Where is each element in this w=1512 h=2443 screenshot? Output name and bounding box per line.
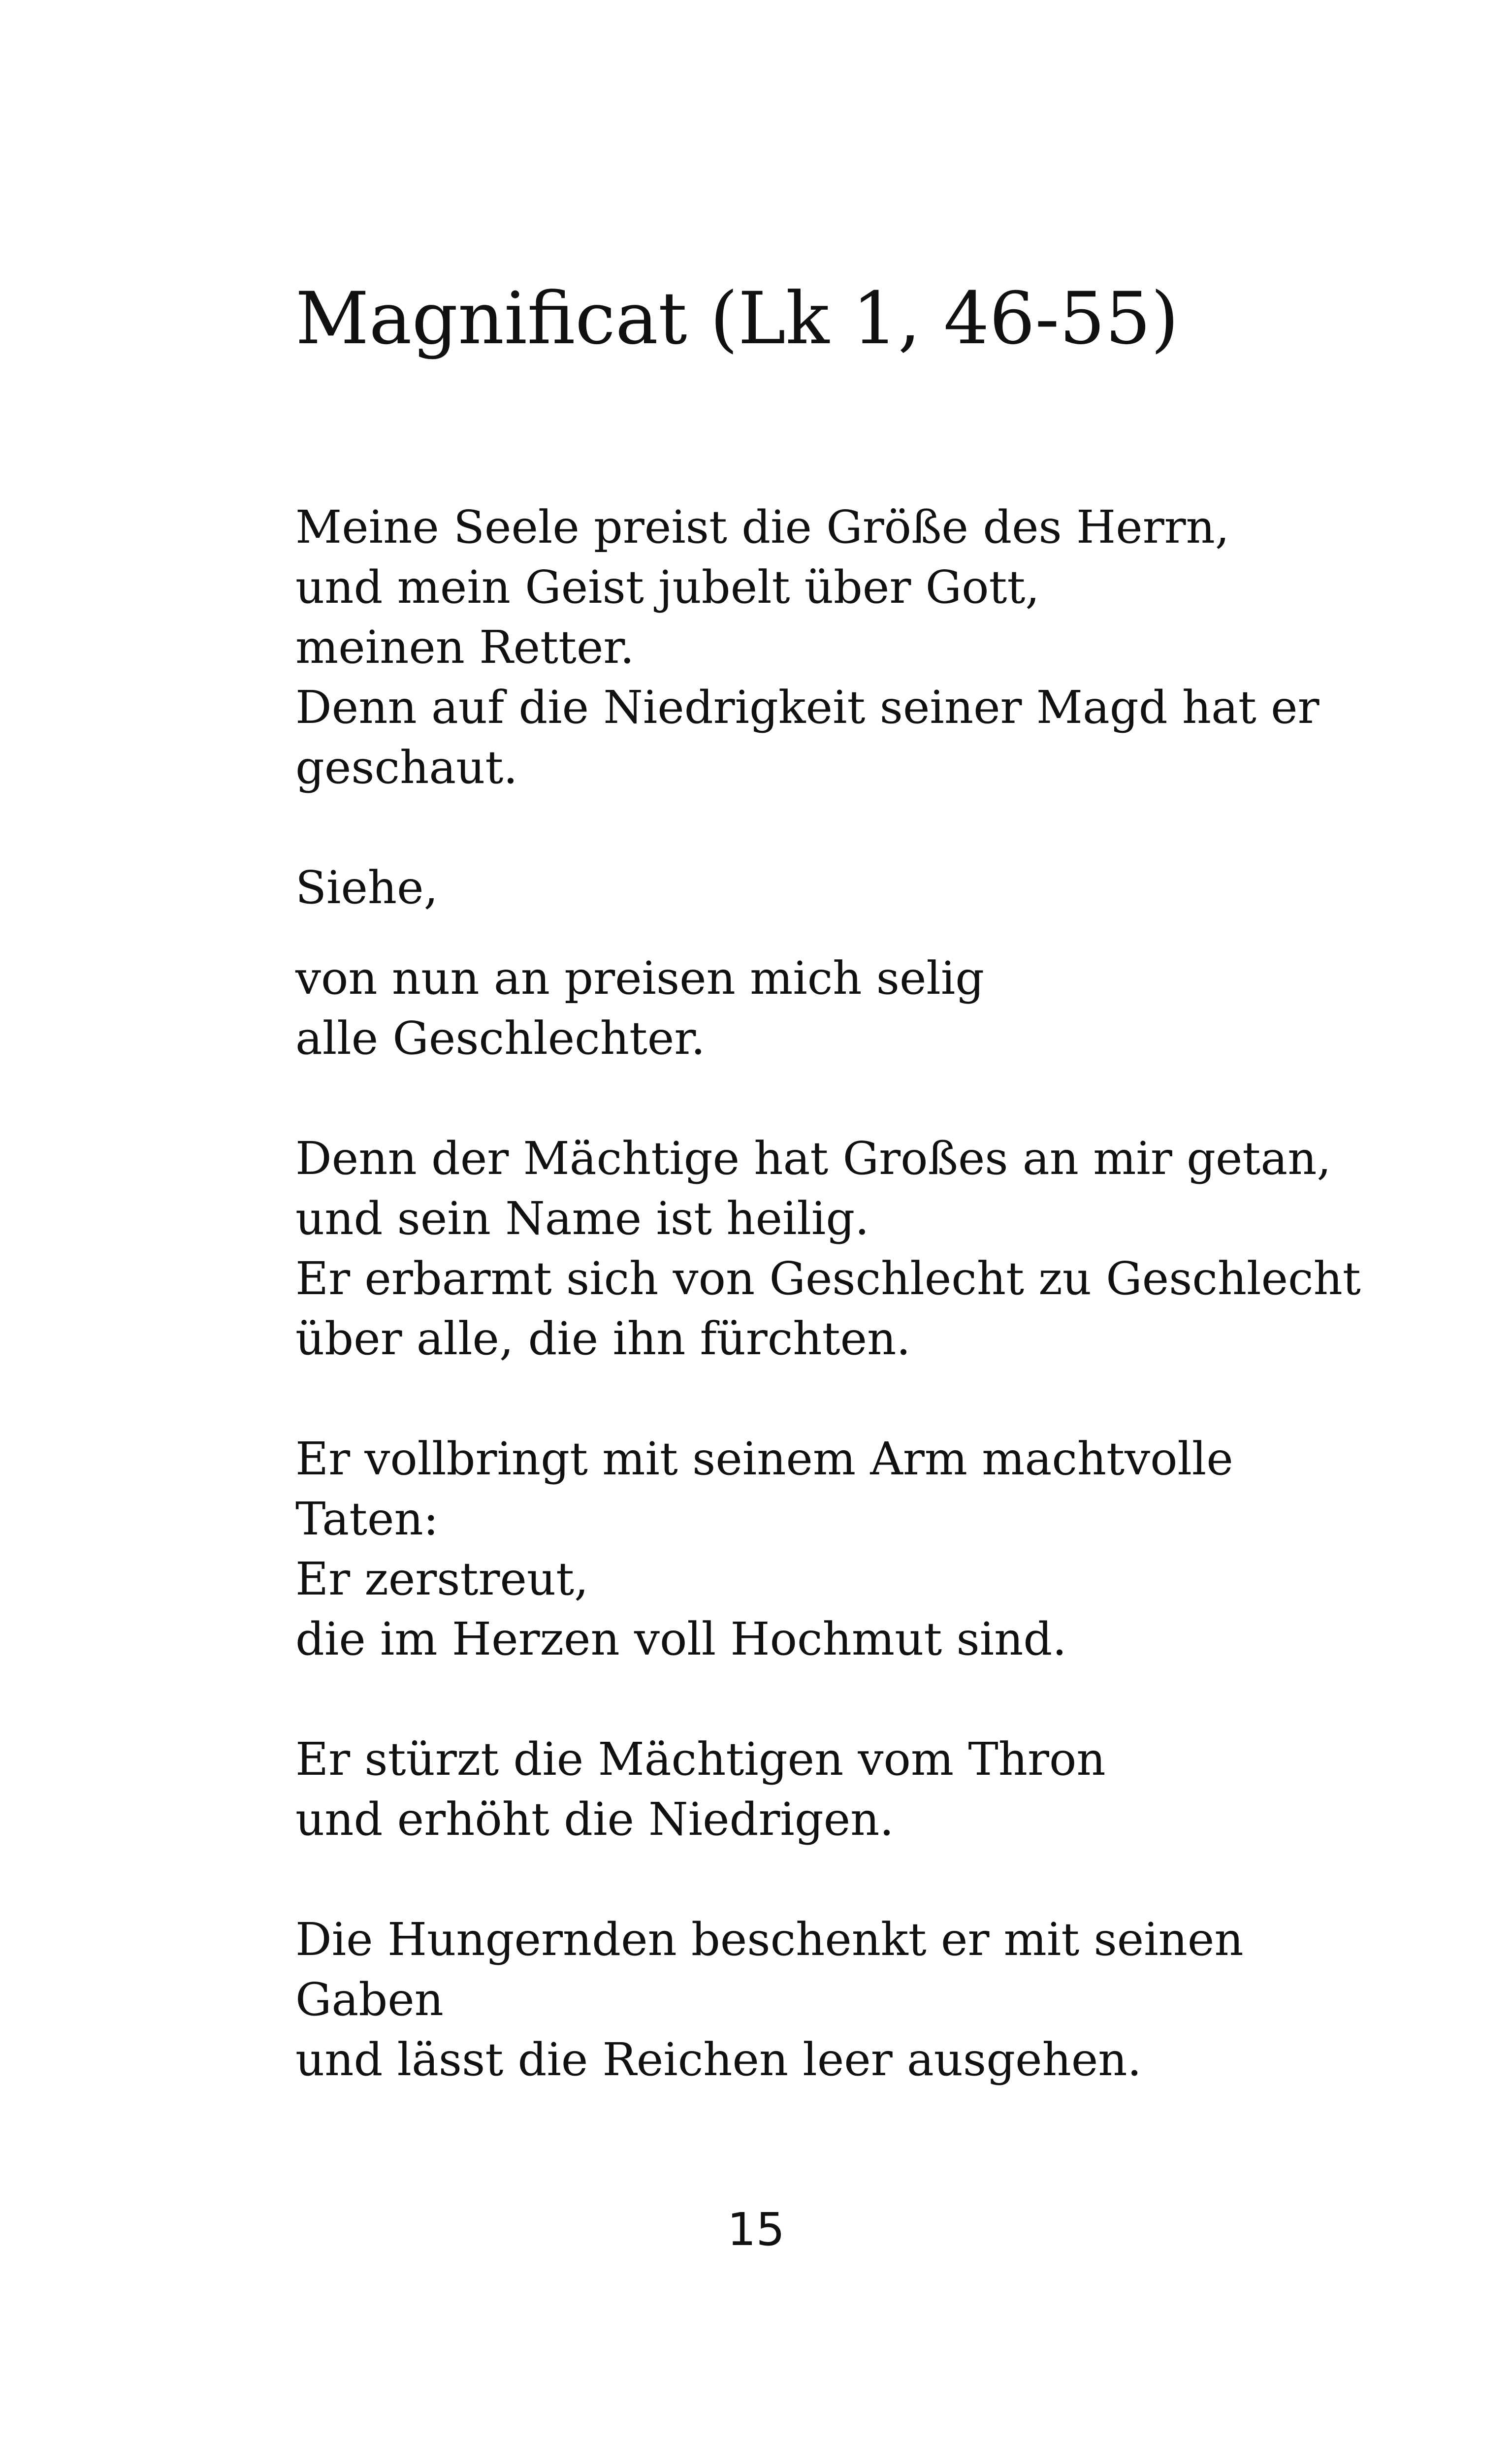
verse-line: und erhöht die Niedrigen. (295, 1793, 894, 1846)
verse-line: und lässt die Reichen leer ausgehen. (295, 2033, 1142, 2086)
verse-line: geschaut. (295, 741, 518, 794)
verse-line: Denn auf die Niedrigkeit seiner Magd hat er (295, 681, 1319, 734)
verse-line: meinen Retter. (295, 621, 635, 674)
verse-line: Er vollbringt mit seinem Arm machtvolle (295, 1433, 1233, 1485)
stanza-6 (295, 1729, 1280, 1850)
stanza-4 (295, 1129, 1361, 1369)
verse-line: Er erbarmt sich von Geschlecht zu Geschlecht (295, 1252, 1361, 1305)
verse-line: über alle, die ihn fürchten. (295, 1312, 911, 1365)
verse-line: Gaben (295, 1973, 444, 2026)
verse-line: und mein Geist jubelt über Gott, (295, 561, 1040, 614)
stanza-7 (295, 1910, 1280, 2090)
stanza-2 (295, 858, 1280, 918)
verse-line: Meine Seele preist die Größe des Herrn, (295, 501, 1230, 554)
verse-line: Denn der Mächtige hat Großes an mir getan, (295, 1132, 1331, 1185)
verse-line: Siehe, (295, 861, 438, 914)
verse-line: Er stürzt die Mächtigen vom Thron (295, 1733, 1106, 1786)
verse-line: Taten: (295, 1493, 439, 1545)
verse-line: die im Herzen voll Hochmut sind. (295, 1613, 1067, 1665)
verse-line: Er zerstreut, (295, 1553, 589, 1605)
stanza-1 (295, 497, 1319, 798)
verse-line: alle Geschlechter. (295, 1012, 706, 1065)
canticle-text (295, 497, 1361, 2150)
verse-line: von nun an preisen mich selig (295, 952, 985, 1005)
page-title: Magnificat (Lk 1, 46-55) (295, 277, 1179, 360)
stanza-5 (295, 1429, 1280, 1669)
verse-line: Die Hungernden beschenkt er mit seinen (295, 1913, 1244, 1966)
stanza-3 (295, 948, 1280, 1069)
verse-line: und sein Name ist heilig. (295, 1192, 869, 1245)
page-number: 15 (727, 2203, 785, 2256)
